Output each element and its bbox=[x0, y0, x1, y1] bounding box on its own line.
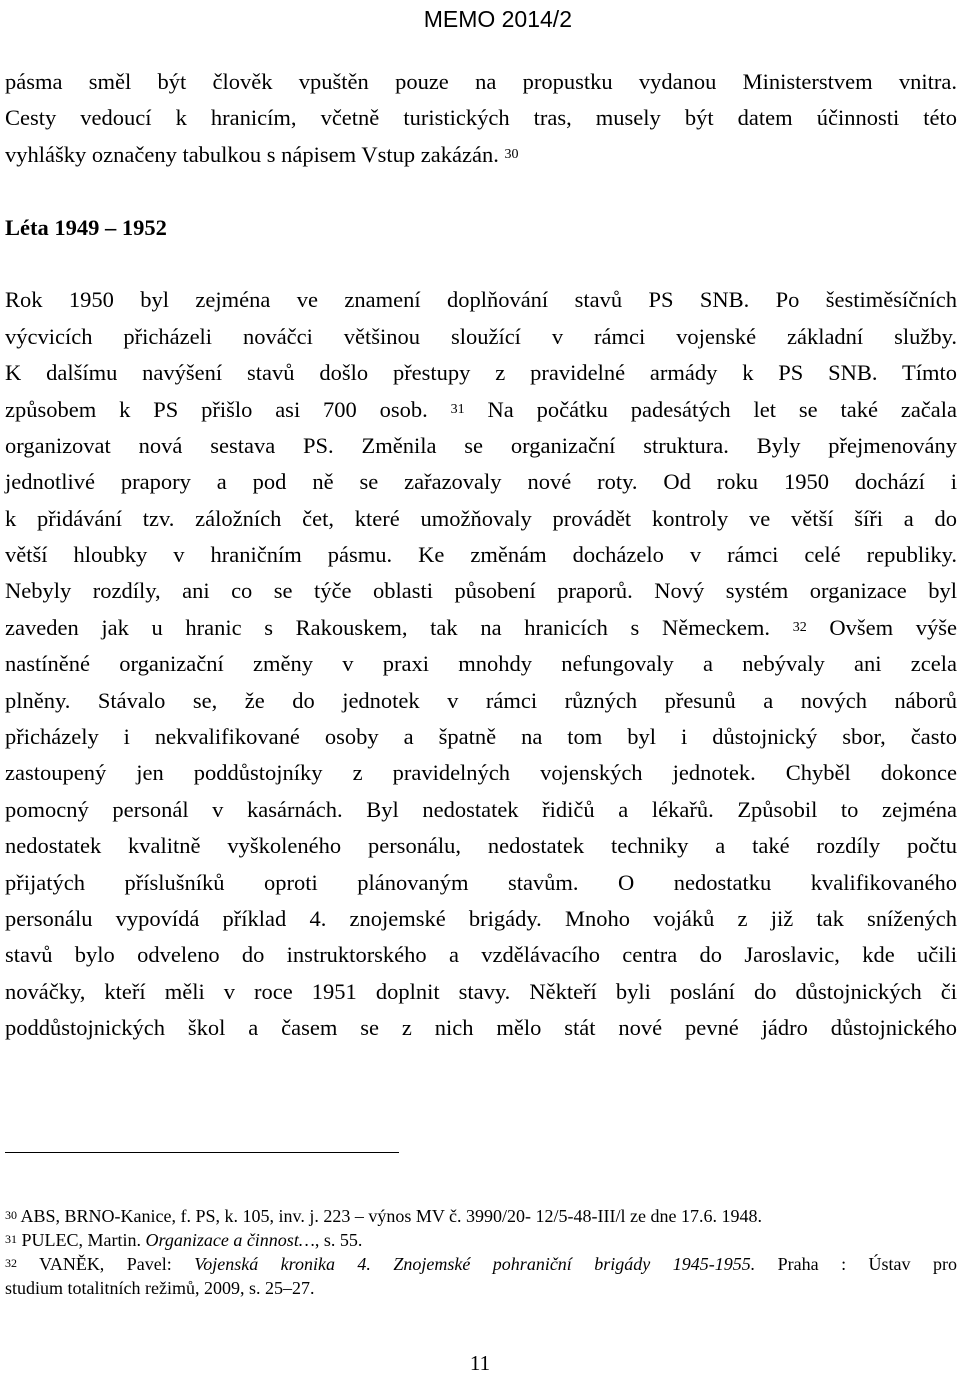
text-line: Cesty vedoucí k hranicím, včetně turistických tras, musely být datem účinnosti této bbox=[5, 105, 957, 131]
text-line: personálu vypovídá příklad 4. znojemské brigády. Mnoho vojáků z již tak snížených bbox=[5, 905, 957, 931]
text-line-content: Na počátku padesátých let se také začala bbox=[487, 396, 958, 422]
footnote-author: PULEC, Martin. bbox=[21, 1230, 141, 1250]
text-line: Rok 1950 byl zejména ve znamení doplňování stavů PS SNB. Po šestiměsíčních bbox=[5, 287, 957, 313]
text-line bbox=[5, 137, 957, 173]
text-line: zastoupený jen poddůstojníky z pravidelných vojenských jednotek. Chyběl dokonce bbox=[5, 760, 957, 786]
text-line: organizovat nová sestava PS. Změnila se organizační struktura. Byly přejmenovány bbox=[5, 432, 957, 458]
footnote-ref[interactable]: 31 bbox=[450, 401, 465, 417]
footnote-author: VANĚK, Pavel: bbox=[39, 1254, 172, 1274]
text-line: přicházely i nekvalifikované osoby a špatně na tom byl i důstojnický sbor, často bbox=[5, 724, 957, 750]
text-line: plněny. Stávalo se, že do jednotek v rámci různých přesunů a nových náborů bbox=[5, 687, 957, 713]
footnote-text: , s. 55. bbox=[314, 1230, 363, 1250]
footnote-number: 30 bbox=[5, 1208, 17, 1222]
footnote-text: ABS, BRNO-Kanice, f. PS, k. 105, inv. j. 223 – výnos MV č. 3990/20- 12/5-48-III/l ze dne 17.6. 1948. bbox=[20, 1206, 762, 1226]
text-line: Nebyly rozdíly, ani co se týče oblasti působení praporů. Nový systém organizace byl bbox=[5, 578, 957, 604]
body-text bbox=[5, 64, 957, 1047]
text-line: nedostatek kvalitně vyškoleného personálu, nedostatek techniky a také rozdíly počtu bbox=[5, 833, 957, 859]
footnote-text: Praha : Ústav pro bbox=[777, 1254, 957, 1274]
text-line: K dalšímu navýšení stavů došlo přestupy z pravidelné armády k PS SNB. Tímto bbox=[5, 360, 957, 386]
text-line: nastíněné organizační změny v praxi mnohdy nefungovaly a nebývaly ani zcela bbox=[5, 651, 957, 677]
text-line: výcvicích přicházeli nováčci většinou sloužící v rámci vojenské základní služby. bbox=[5, 323, 957, 349]
footnote-title: Organizace a činnost… bbox=[145, 1230, 315, 1250]
text-line-content: způsobem k PS přišlo asi 700 osob. bbox=[5, 396, 428, 422]
text-line-content: zaveden jak u hranic s Rakouskem, tak na hranicích s Německem. bbox=[5, 614, 771, 640]
text-line: nováčky, kteří měli v roce 1951 doplnit stavy. Někteří byli poslání do důstojnických či bbox=[5, 978, 957, 1004]
footnote-divider bbox=[5, 1152, 399, 1153]
text-line bbox=[5, 610, 957, 646]
footnote-ref[interactable]: 30 bbox=[504, 146, 519, 162]
text-line-content: Ovšem výše bbox=[829, 614, 957, 640]
text-line: stavů bylo odveleno do instruktorského a vzdělávacího centra do Jaroslavic, kde učili bbox=[5, 942, 957, 968]
footnote-number: 31 bbox=[5, 1232, 17, 1246]
page-number: 11 bbox=[469, 1351, 491, 1375]
text-line bbox=[5, 392, 957, 428]
text-line: k přidávání tzv. záložních čet, které umožňovaly provádět kontroly ve větší šíři a do bbox=[5, 505, 957, 531]
footnote-32 bbox=[5, 1252, 957, 1276]
text-line: přijatých příslušníků oproti plánovaným stavům. O nedostatku kvalifikovaného bbox=[5, 869, 957, 895]
text-line: pásma směl být člověk vpuštěn pouze na propustku vydanou Ministerstvem vnitra. bbox=[5, 69, 957, 94]
text-line: pomocný personál v kasárnách. Byl nedostatek řidičů a lékařů. Způsobil to zejména bbox=[5, 796, 957, 822]
text-line-content: vyhlášky označeny tabulkou s nápisem Vstup zakázán. bbox=[5, 141, 499, 167]
page-header-title: MEMO 2014/2 bbox=[423, 6, 572, 32]
footnote-31 bbox=[5, 1228, 957, 1252]
footnote-title: Vojenská kronika 4. Znojemské pohraniční brigády 1945-1955. bbox=[194, 1254, 756, 1274]
section-heading: Léta 1949 – 1952 bbox=[5, 214, 167, 240]
footnotes bbox=[5, 1204, 957, 1300]
footnote-32-continued: studium totalitních režimů, 2009, s. 25–27. bbox=[5, 1278, 315, 1298]
text-line: jednotlivé prapory a pod ně se zařazovaly nové roty. Od roku 1950 dochází i bbox=[5, 469, 957, 495]
footnote-30 bbox=[5, 1204, 957, 1228]
text-line: poddůstojnických škol a časem se z nich mělo stát nové pevné jádro důstojnického bbox=[5, 1015, 957, 1041]
footnote-ref[interactable]: 32 bbox=[792, 619, 807, 635]
text-line: větší hloubky v hraničním pásmu. Ke změnám docházelo v rámci celé republiky. bbox=[5, 542, 957, 568]
footnote-number: 32 bbox=[5, 1256, 17, 1270]
